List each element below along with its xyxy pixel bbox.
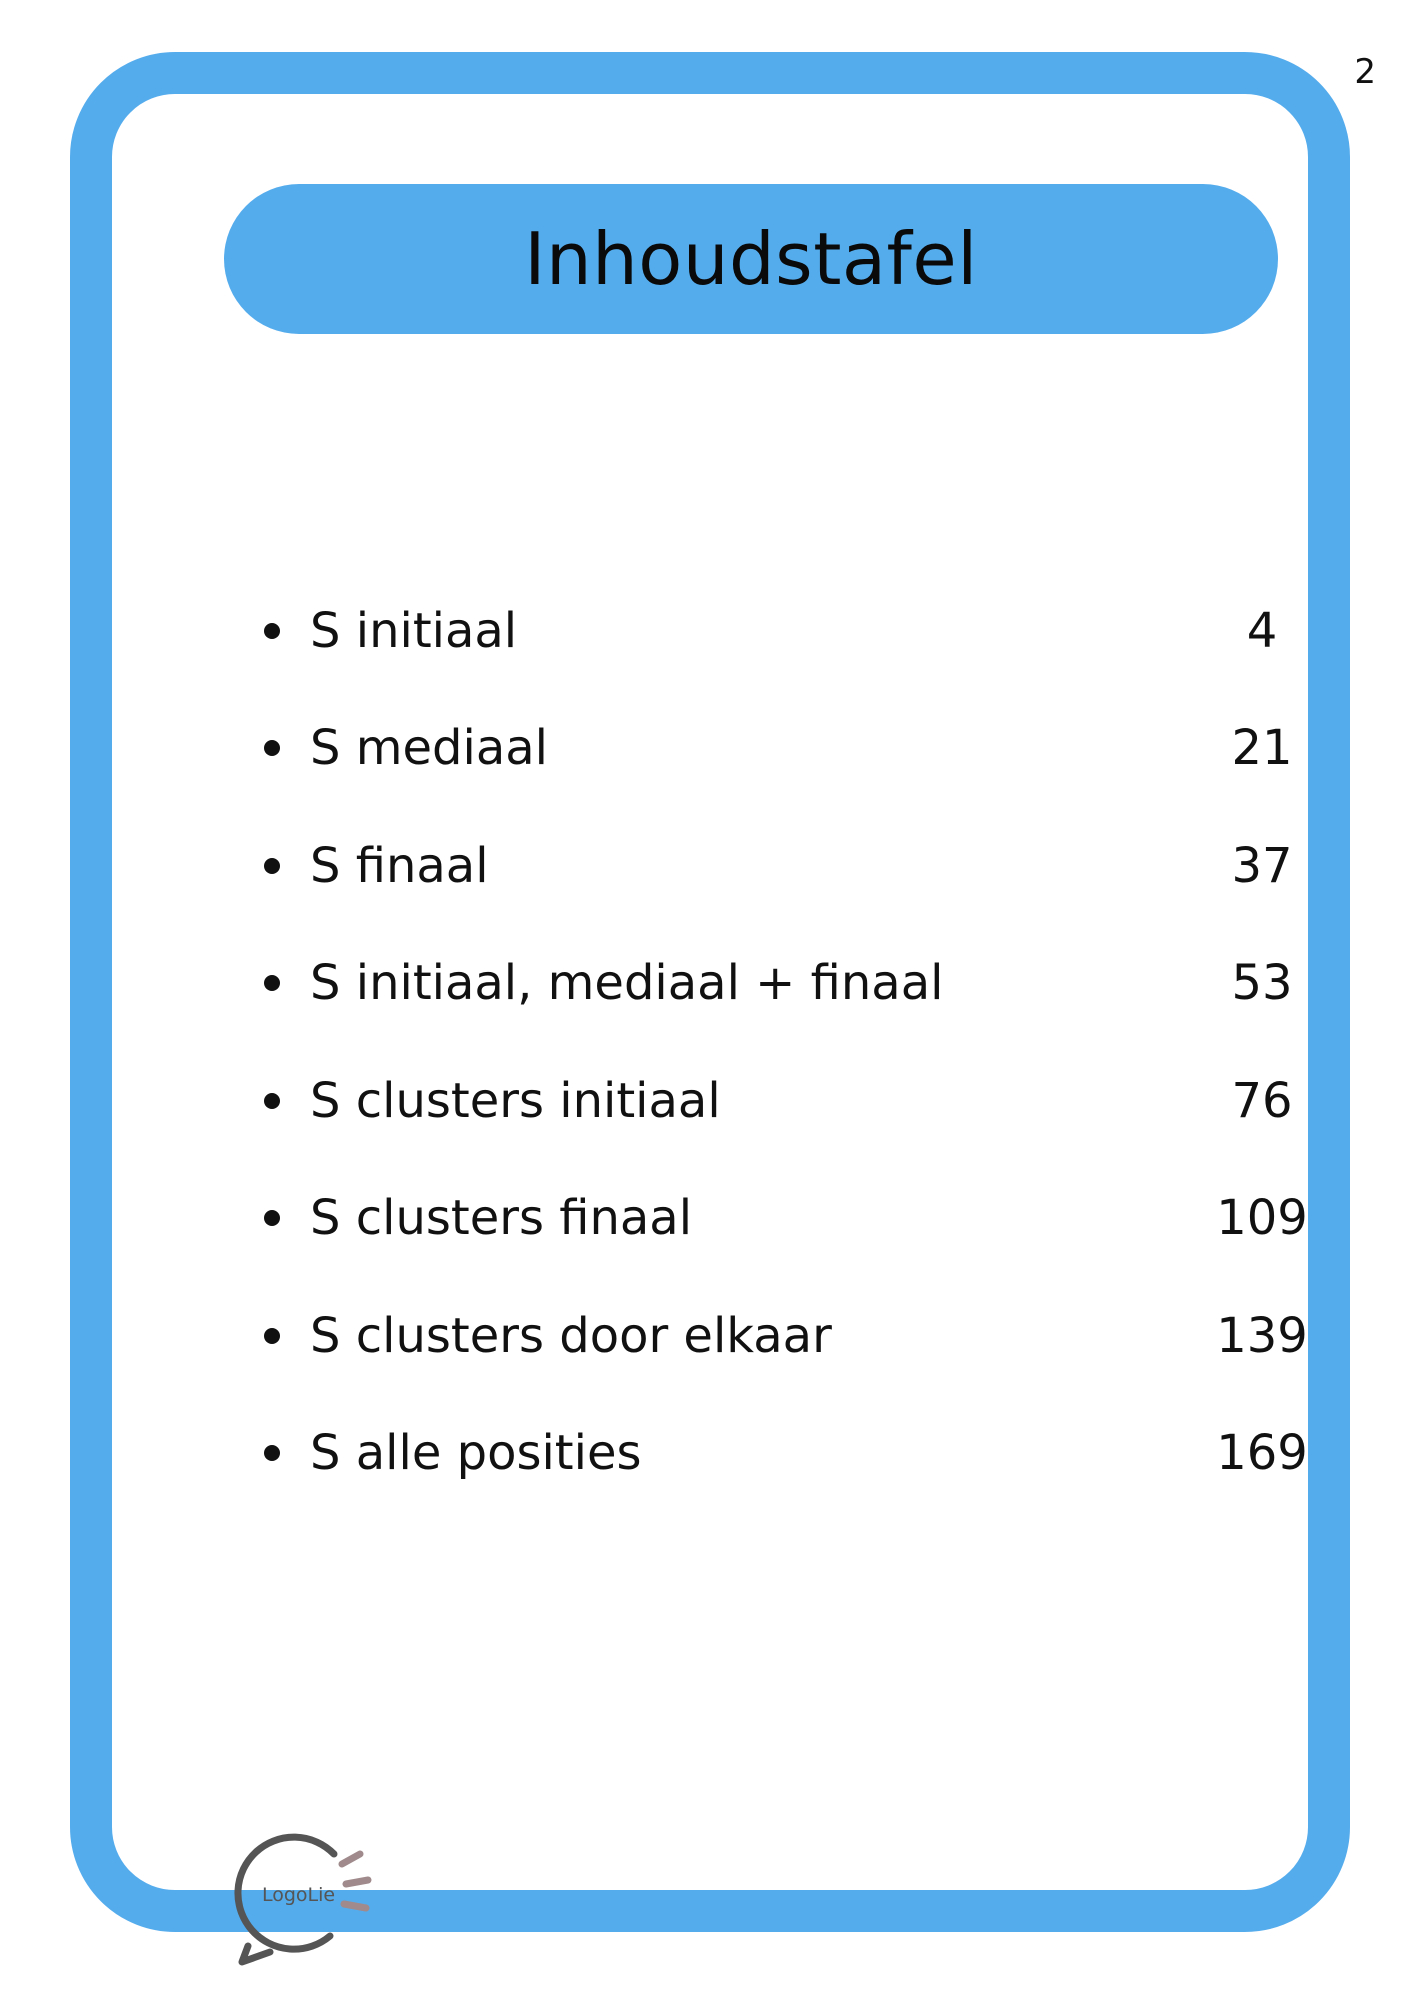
page-number: 2 (1354, 52, 1376, 92)
bullet-icon (264, 975, 280, 991)
page-frame (70, 52, 1350, 1932)
toc-item-label: S finaal (310, 837, 489, 894)
toc-item-page: 21 (1231, 720, 1293, 777)
bullet-icon (264, 740, 280, 756)
toc-item[interactable] (252, 807, 1342, 925)
toc-item[interactable] (252, 1277, 1342, 1395)
bullet-icon (264, 1328, 280, 1344)
toc-item-label: S clusters door elkaar (310, 1307, 832, 1364)
toc-item-label: S alle posities (310, 1425, 642, 1482)
toc-item[interactable] (252, 690, 1342, 808)
bullet-icon (264, 623, 280, 639)
toc-item-page: 169 (1216, 1425, 1308, 1482)
toc-item-page: 109 (1216, 1190, 1308, 1247)
bullet-icon (264, 858, 280, 874)
toc-item-page: 139 (1216, 1307, 1308, 1364)
toc-item-label: S clusters finaal (310, 1190, 693, 1247)
bullet-icon (264, 1093, 280, 1109)
toc-item[interactable] (252, 1042, 1342, 1160)
toc-item[interactable] (252, 1160, 1342, 1278)
toc-item[interactable] (252, 925, 1342, 1043)
toc-item-page: 4 (1246, 602, 1278, 659)
page-title: Inhoudstafel (524, 217, 978, 301)
toc-item[interactable] (252, 1395, 1342, 1513)
toc-item-label: S initiaal, mediaal + finaal (310, 955, 944, 1012)
toc-item-page: 37 (1231, 837, 1293, 894)
bullet-icon (264, 1210, 280, 1226)
toc-item-label: S mediaal (310, 720, 548, 777)
toc-item-page: 76 (1231, 1072, 1293, 1129)
logo-text: LogoLie (262, 1884, 336, 1906)
title-banner (224, 184, 1278, 334)
toc-item-label: S initiaal (310, 602, 518, 659)
table-of-contents (252, 572, 1342, 1512)
bullet-icon (264, 1445, 280, 1461)
logo (234, 1826, 384, 1966)
toc-item-label: S clusters initiaal (310, 1072, 721, 1129)
toc-item-page: 53 (1231, 955, 1293, 1012)
toc-item[interactable] (252, 572, 1342, 690)
